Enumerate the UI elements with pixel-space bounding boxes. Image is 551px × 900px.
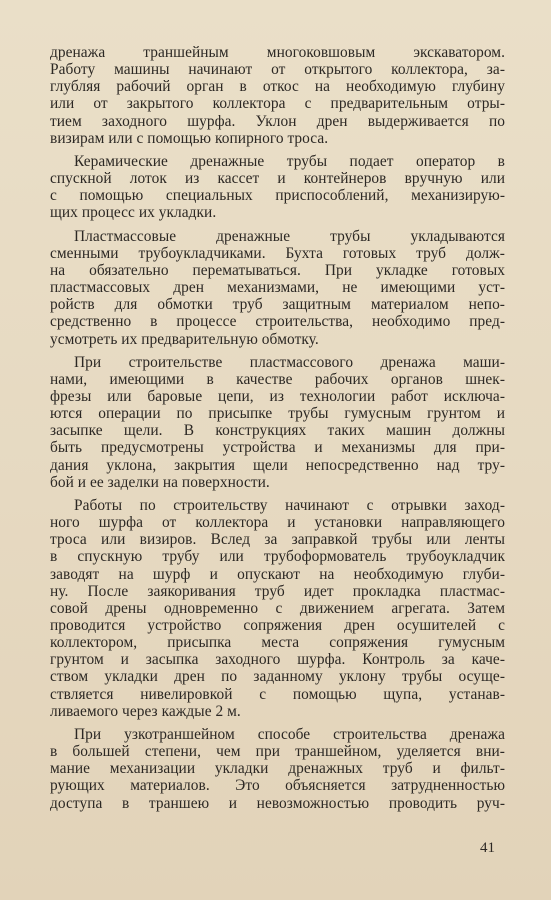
text-line: совой дрены одновременно с движением агрегата. Затем — [50, 599, 505, 617]
text-line: дания уклона, закрытия щели непосредственно над тру- — [50, 456, 505, 474]
text-line: усмотреть их предварительную обмотку. — [50, 330, 319, 348]
text-line: ливаемого через каждые 2 м. — [50, 702, 241, 720]
text-line: ройств для обмотки труб защитным материалом непо- — [50, 296, 505, 314]
text-line: глубляя рабочий орган в откос на необходимую глубину — [50, 78, 505, 96]
text-line: Керамические дренажные трубы подает оператор в — [74, 152, 505, 170]
paragraph-2 — [50, 153, 505, 222]
text-line: доступа в траншею и невозможностью проводить руч- — [50, 794, 505, 812]
text-line: засыпке щели. В конструкциях таких машин должны — [50, 422, 505, 440]
text-line: мание механизации укладки дренажных труб и фильт- — [50, 760, 505, 778]
text-line: троса или визиров. Вслед за заправкой трубы или ленты — [50, 531, 505, 549]
text-line: проводится устройство сопряжения дрен осушителей с — [50, 617, 505, 634]
text-line: в большей степени, чем при траншейном, уделяется вни- — [50, 743, 505, 761]
paragraph-4 — [50, 354, 505, 491]
text-line: заводят на шурф и опускают на необходимую глуби- — [50, 565, 505, 583]
body-text — [50, 44, 505, 818]
text-line: быть предусмотрены устройства и механизмы для при- — [50, 439, 505, 457]
text-line: на обязательно перематываться. При укладке готовых — [50, 261, 505, 279]
paragraph-1 — [50, 44, 505, 147]
text-line: в спускную трубу или трубоформователь трубоукладчик — [50, 548, 505, 566]
page-number: 41 — [480, 840, 495, 856]
text-line: При строительстве пластмассового дренажа маши- — [74, 353, 505, 371]
text-line: фрезы или баровые цепи, из технологии работ исключа- — [50, 387, 505, 405]
text-line: грунтом и засыпка заходного шурфа. Контроль за каче- — [50, 651, 505, 669]
text-line: нами, имеющими в качестве рабочих органов шнек- — [50, 370, 505, 388]
text-line: Работы по строительству начинают с отрывки заход- — [74, 496, 505, 514]
text-line: средственно в процессе строительства, необходимо пред- — [50, 313, 505, 331]
text-line: бой и ее заделки на поверхности. — [50, 473, 270, 491]
text-line: рующих материалов. Это объясняется затрудненностью — [50, 777, 505, 795]
text-line: щих процесс их укладки. — [50, 204, 217, 222]
paragraph-3 — [50, 228, 505, 348]
text-line: Пластмассовые дренажные трубы укладываются — [74, 227, 505, 245]
text-line: ются операции по присыпке трубы гумусным грунтом и — [50, 405, 505, 423]
text-line: спускной лоток из кассет и контейнеров вручную или — [50, 170, 505, 188]
text-line: ного шурфа от коллектора и установки направляющего — [50, 514, 505, 532]
text-line: ну. После заякоривания труб идет прокладка пластмас- — [50, 582, 505, 600]
text-line: ством укладки дрен по заданному уклону трубы осуще- — [50, 668, 505, 686]
text-line: сменными трубоукладчиками. Бухта готовых труб долж- — [50, 244, 505, 262]
text-line: При узкотраншейном способе строительства дренажа — [74, 725, 505, 743]
text-line: пластмассовых дрен механизмами, не имеющими уст- — [50, 279, 505, 297]
paragraph-6 — [50, 726, 505, 812]
paragraph-5 — [50, 497, 505, 720]
text-line: или от закрытого коллектора с предварительным отры- — [50, 95, 505, 113]
text-line: тием заходного шурфа. Уклон дрен выдерживается по — [50, 112, 505, 130]
text-line: визирам или с помощью копирного троса. — [50, 129, 329, 147]
text-line: ствляется нивелировкой с помощью щупа, устанав- — [50, 685, 505, 703]
text-line: дренажа траншейным многоковшовым экскаватором. — [50, 44, 505, 61]
text-line: с помощью специальных приспособлений, механизирую- — [50, 187, 505, 205]
text-line: коллектором, присыпка места сопряжения гумусным — [50, 634, 505, 652]
text-line: Работу машины начинают от открытого коллектора, за- — [50, 61, 505, 79]
